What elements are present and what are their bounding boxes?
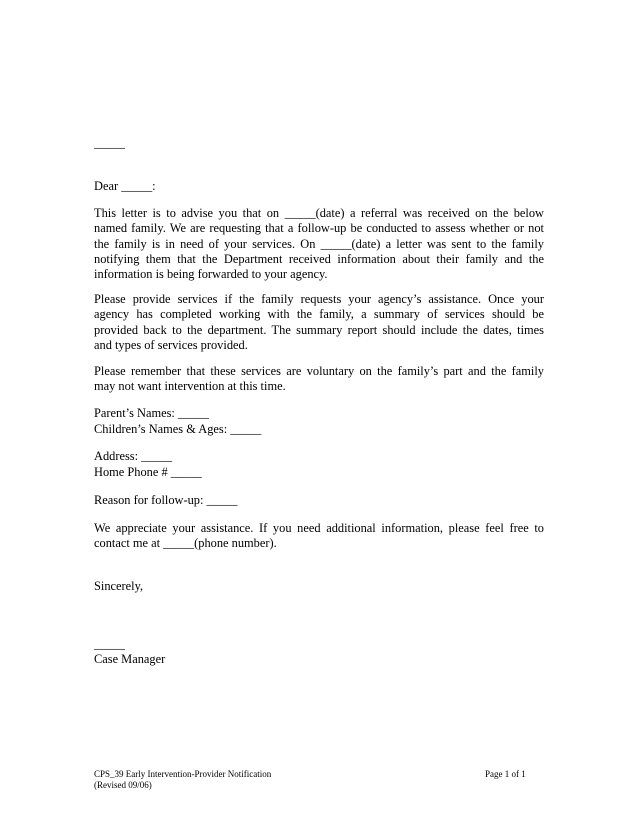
paragraph-appreciation: [94, 521, 544, 552]
paragraph-services: [94, 292, 544, 353]
paragraph-line: We appreciate your assistance. If you need additional information, please feel free to: [94, 521, 544, 535]
paragraph-line: and types of services provided.: [94, 337, 248, 352]
salutation-suffix: :: [152, 179, 156, 193]
footer-page-number: Page 1 of 1: [485, 769, 526, 779]
paragraph-line: named family. We are requesting that a follow-up be conducted to assess whether or not: [94, 221, 544, 236]
paragraph-line: This letter is to advise you that on _____(date) a referral was received on the below: [94, 206, 544, 220]
paragraph-voluntary: [94, 364, 544, 395]
childrens-names-field: Children’s Names & Ages: _____: [94, 422, 262, 436]
home-phone-field: Home Phone # _____: [94, 465, 202, 479]
paragraph-line: information is being forwarded to your agency.: [94, 267, 328, 282]
signature-blank: _____: [94, 637, 125, 651]
parents-names-field: Parent’s Names: _____: [94, 406, 209, 420]
paragraph-line: contact me at _____(phone number).: [94, 536, 277, 551]
signature-title: Case Manager: [94, 652, 166, 666]
footer-form-name: CPS_39 Early Intervention-Provider Notification: [94, 769, 272, 779]
paragraph-line: Please remember that these services are voluntary on the family’s part and the family: [94, 364, 544, 378]
paragraph-line: agency has completed working with the family, a summary of services should be: [94, 307, 544, 322]
salutation-blank: _____: [121, 179, 153, 193]
paragraph-line: the family is in need of your services. On _____(date) a letter was sent to the family: [94, 236, 544, 251]
date-blank: _____: [94, 136, 125, 150]
address-field: Address: _____: [94, 449, 173, 463]
paragraph-line: may not want intervention at this time.: [94, 379, 286, 394]
salutation-prefix: Dear: [94, 179, 119, 193]
salutation: [94, 179, 156, 194]
paragraph-line: notifying them that the Department received information about their family and the: [94, 251, 544, 266]
paragraph-line: Please provide services if the family requests your agency’s assistance. Once your: [94, 292, 544, 306]
paragraph-referral: [94, 206, 544, 282]
footer-revised: (Revised 09/06): [94, 780, 152, 790]
reason-field: Reason for follow-up: _____: [94, 493, 238, 507]
paragraph-line: provided back to the department. The summary report should include the dates, times: [94, 322, 544, 337]
closing: Sincerely,: [94, 579, 144, 593]
